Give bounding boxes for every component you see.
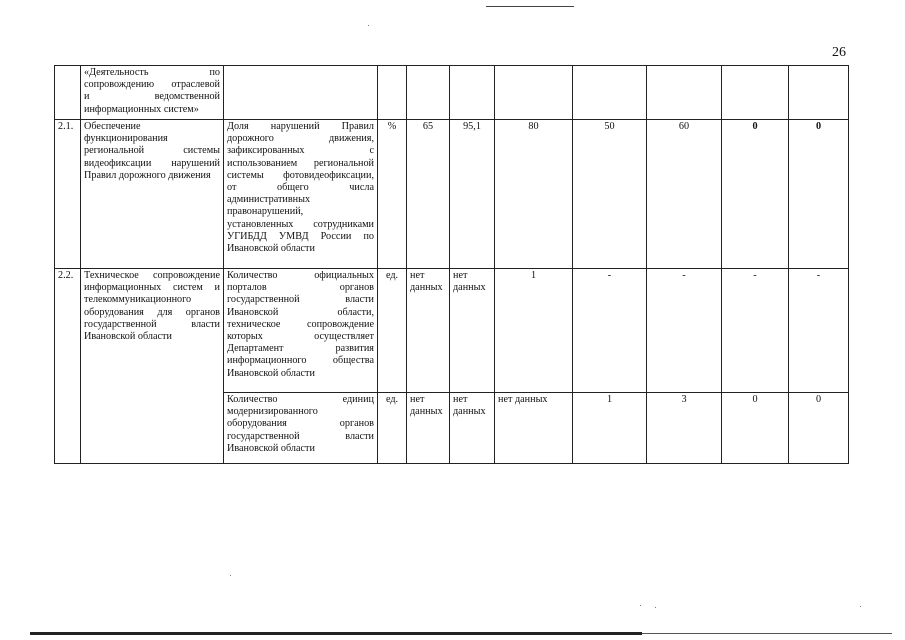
text-line: оборудования для органов [84, 306, 220, 318]
text-line: нет [453, 270, 468, 281]
cell-value: нет данных [495, 393, 573, 464]
cell-unit: % [378, 120, 407, 269]
cell-value: 0 [789, 120, 849, 269]
text-line: сопровождению отраслевой [84, 79, 220, 91]
text-line: информационного общества [227, 355, 374, 367]
text-line: государственной власти [227, 430, 374, 442]
page-number: 26 [832, 45, 846, 60]
cell-value [407, 269, 450, 393]
text-line: использованием региональной [227, 157, 374, 169]
text-line: Ивановской области [84, 331, 172, 343]
text-line: данных [453, 282, 486, 294]
cell-empty [450, 66, 495, 120]
text-line: данных [410, 282, 443, 294]
scan-speck [368, 25, 369, 26]
text-line: правонарушений, [227, 206, 304, 218]
cell-empty [573, 66, 647, 120]
text-line: Ивановской области [227, 367, 315, 379]
scan-speck [230, 575, 231, 576]
scan-speck [860, 606, 861, 607]
cell-value: 3 [647, 393, 722, 464]
text-line: Департамент развития [227, 343, 374, 355]
text-line: телекоммуникационного [84, 294, 192, 306]
cell-value: 0 [789, 393, 849, 464]
cell-value: 50 [573, 120, 647, 269]
cell-activity-name [81, 120, 224, 269]
text-line: оборудования органов [227, 418, 374, 430]
cell-value: 0 [722, 393, 789, 464]
text-line: порталов органов [227, 282, 374, 294]
text-line: Количество официальных [227, 270, 374, 281]
cell-value [407, 393, 450, 464]
text-line: Ивановской области, [227, 306, 374, 318]
text-line: Количество единиц [227, 394, 374, 405]
text-line: установленных сотрудниками [227, 218, 374, 230]
cell-value: 80 [495, 120, 573, 269]
text-line: техническое сопровождение [227, 318, 374, 330]
cell-empty [722, 66, 789, 120]
text-line: и ведомственной [84, 91, 220, 103]
cell-value: 1 [573, 393, 647, 464]
text-line: Доля нарушений Правил [227, 121, 374, 132]
cell-num [55, 66, 81, 120]
cell-value: 1 [495, 269, 573, 393]
top-rule [486, 6, 574, 7]
text-line: данных [453, 406, 486, 418]
cell-value [450, 393, 495, 464]
cell-value: - [789, 269, 849, 393]
text-line: Ивановской области [227, 243, 315, 255]
text-line: модернизированного [227, 406, 318, 418]
cell-indicator [224, 120, 378, 269]
scan-edge [642, 633, 892, 634]
cell-unit: ед. [378, 269, 407, 393]
cell-value: - [573, 269, 647, 393]
text-line: государственной власти [227, 294, 374, 306]
cell-value: 65 [407, 120, 450, 269]
program-table [54, 65, 849, 464]
text-line: Техническое сопровождение [84, 270, 220, 281]
scan-edge [30, 632, 642, 635]
text-line: данных [410, 406, 443, 418]
text-line: которых осуществляет [227, 331, 374, 343]
text-line: УГИБДД УМВД России по [227, 230, 374, 242]
text-line: «Деятельность по [84, 67, 220, 78]
cell-subprogram-name [81, 66, 224, 120]
scan-speck [640, 605, 641, 606]
text-line: информационных систем и [84, 282, 220, 294]
cell-value: - [647, 269, 722, 393]
cell-value: - [722, 269, 789, 393]
text-line: системы фотовидеофиксации, [227, 169, 374, 181]
text-line: государственной власти [84, 318, 220, 330]
cell-num: 2.2. [55, 269, 81, 464]
cell-num: 2.1. [55, 120, 81, 269]
text-line: дорожного движения, [227, 133, 374, 145]
table-row [55, 120, 849, 269]
cell-empty [378, 66, 407, 120]
text-line: нет [410, 394, 425, 405]
text-line: нет [453, 394, 468, 405]
cell-unit: ед. [378, 393, 407, 464]
text-line: функционирования [84, 133, 168, 145]
cell-value: 60 [647, 120, 722, 269]
table-row [55, 66, 849, 120]
cell-empty [495, 66, 573, 120]
text-line: от общего числа [227, 182, 374, 194]
cell-value: 0 [722, 120, 789, 269]
text-line: административных [227, 194, 311, 206]
text-line: Правил дорожного движения [84, 169, 211, 181]
text-line: нет [410, 270, 425, 281]
table-row [55, 269, 849, 393]
cell-activity-name [81, 269, 224, 464]
text-line: информационных систем» [84, 103, 199, 115]
cell-indicator [224, 393, 378, 464]
text-line: Обеспечение [84, 121, 141, 132]
cell-value: 95,1 [450, 120, 495, 269]
cell-empty [407, 66, 450, 120]
scan-speck [655, 607, 656, 608]
cell-empty [647, 66, 722, 120]
text-line: региональной системы [84, 145, 220, 157]
cell-value [450, 269, 495, 393]
cell-empty [224, 66, 378, 120]
text-line: Ивановской области [227, 442, 315, 454]
cell-empty [789, 66, 849, 120]
cell-indicator [224, 269, 378, 393]
text-line: видеофиксации нарушений [84, 157, 220, 169]
text-line: зафиксированных с [227, 145, 374, 157]
